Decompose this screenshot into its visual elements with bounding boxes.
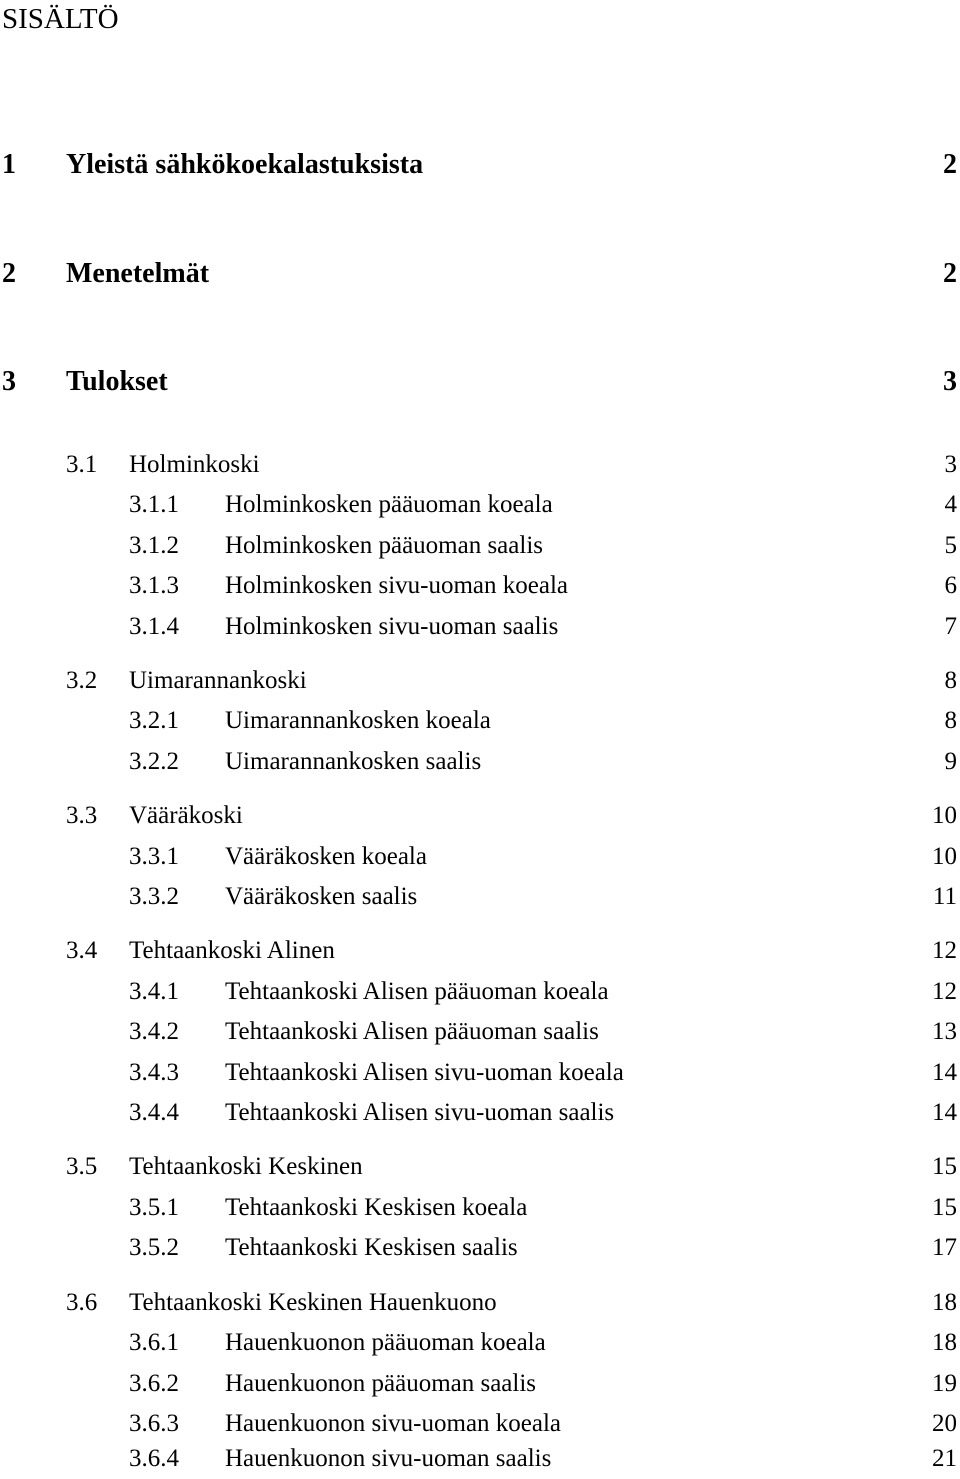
page-title: SISÄLTÖ xyxy=(2,3,119,35)
section-title: Vääräkoski xyxy=(129,802,243,829)
page-number: 15 xyxy=(932,1194,957,1221)
section-title: Tehtaankoski Alisen sivu-uoman saalis xyxy=(225,1099,615,1126)
page-number: 9 xyxy=(944,748,957,775)
row-3-5-2[interactable] xyxy=(0,1228,960,1268)
section-number: 3.6.1 xyxy=(129,1329,179,1356)
page-number: 11 xyxy=(932,883,957,910)
row-3-1[interactable] xyxy=(0,445,960,485)
section-number: 3.5.2 xyxy=(129,1234,179,1261)
section-title: Tehtaankoski Alisen pääuoman saalis xyxy=(225,1018,599,1045)
row-3-4-3[interactable] xyxy=(0,1053,960,1093)
section-number: 3.5.1 xyxy=(129,1194,179,1221)
row-2[interactable] xyxy=(0,254,960,294)
page-number: 6 xyxy=(944,572,957,599)
section-number: 3.4.3 xyxy=(129,1059,179,1086)
row-1[interactable] xyxy=(0,145,960,185)
section-title: Yleistä sähkökoekalastuksista xyxy=(66,149,424,180)
section-number: 3.4.1 xyxy=(129,978,179,1005)
section-title: Holminkoski xyxy=(129,451,260,478)
section-title: Tehtaankoski Keskinen Hauenkuono xyxy=(129,1289,497,1316)
page-number: 2 xyxy=(943,258,957,289)
section-title: Menetelmät xyxy=(66,258,210,289)
page-number: 18 xyxy=(932,1329,957,1356)
page-number: 17 xyxy=(932,1234,957,1261)
row-3-1-4[interactable] xyxy=(0,607,960,647)
section-number: 3 xyxy=(2,366,16,397)
row-3-6[interactable] xyxy=(0,1283,960,1323)
page-number: 12 xyxy=(932,937,957,964)
section-number: 3.1 xyxy=(66,451,98,478)
section-number: 3.1.4 xyxy=(129,613,179,640)
section-title: Hauenkuonon sivu-uoman koeala xyxy=(225,1410,562,1437)
section-number: 2 xyxy=(2,258,16,289)
row-3-2-2[interactable] xyxy=(0,742,960,782)
section-number: 3.3.2 xyxy=(129,883,179,910)
section-title: Uimarannankoski xyxy=(129,667,307,694)
section-number: 1 xyxy=(2,149,16,180)
section-number: 3.6.2 xyxy=(129,1370,179,1397)
page-number: 14 xyxy=(932,1099,957,1126)
section-title: Hauenkuonon pääuoman saalis xyxy=(225,1370,537,1397)
row-3-1-2[interactable] xyxy=(0,526,960,566)
row-3-3-2[interactable] xyxy=(0,877,960,917)
page-number: 8 xyxy=(944,707,957,734)
page-number: 4 xyxy=(944,491,957,518)
page-number: 14 xyxy=(932,1059,957,1086)
page-number: 8 xyxy=(944,667,957,694)
row-3-6-1[interactable] xyxy=(0,1323,960,1363)
section-number: 3.6 xyxy=(66,1289,98,1316)
section-title: Tehtaankoski Keskisen saalis xyxy=(225,1234,518,1261)
row-3-4-4[interactable] xyxy=(0,1093,960,1133)
section-number: 3.3.1 xyxy=(129,843,179,870)
page-number: 12 xyxy=(932,978,957,1005)
row-3-3[interactable] xyxy=(0,796,960,836)
row-3-5[interactable] xyxy=(0,1147,960,1187)
section-title: Hauenkuonon pääuoman koeala xyxy=(225,1329,546,1356)
section-title: Tehtaankoski Alisen pääuoman koeala xyxy=(225,978,609,1005)
section-title: Tulokset xyxy=(66,366,168,397)
page-number: 7 xyxy=(944,613,957,640)
section-title: Hauenkuonon sivu-uoman saalis xyxy=(225,1445,552,1472)
section-title: Tehtaankoski Keskisen koeala xyxy=(225,1194,528,1221)
section-number: 3.3 xyxy=(66,802,98,829)
page-number: 2 xyxy=(943,149,957,180)
page-number: 3 xyxy=(943,366,957,397)
section-number: 3.1.1 xyxy=(129,491,179,518)
page-number: 19 xyxy=(932,1370,957,1397)
section-number: 3.1.3 xyxy=(129,572,179,599)
section-title: Tehtaankoski Alisen sivu-uoman koeala xyxy=(225,1059,624,1086)
row-3-6-2[interactable] xyxy=(0,1364,960,1404)
page-number: 5 xyxy=(944,532,957,559)
row-3-2-1[interactable] xyxy=(0,701,960,741)
section-number: 3.6.3 xyxy=(129,1410,179,1437)
section-title: Tehtaankoski Alinen xyxy=(129,937,335,964)
row-3-4[interactable] xyxy=(0,931,960,971)
section-title: Holminkosken pääuoman saalis xyxy=(225,532,543,559)
row-3[interactable] xyxy=(0,362,960,402)
section-number: 3.4.2 xyxy=(129,1018,179,1045)
page-number: 13 xyxy=(932,1018,957,1045)
section-number: 3.6.4 xyxy=(129,1445,179,1472)
section-title: Holminkosken pääuoman koeala xyxy=(225,491,553,518)
row-3-6-3[interactable] xyxy=(0,1404,960,1444)
row-3-3-1[interactable] xyxy=(0,837,960,877)
section-title: Uimarannankosken saalis xyxy=(225,748,482,775)
section-number: 3.2.1 xyxy=(129,707,179,734)
section-number: 3.1.2 xyxy=(129,532,179,559)
row-3-6-4[interactable] xyxy=(0,1439,960,1479)
section-title: Vääräkosken saalis xyxy=(225,883,418,910)
section-title: Holminkosken sivu-uoman koeala xyxy=(225,572,568,599)
section-title: Uimarannankosken koeala xyxy=(225,707,491,734)
section-title: Vääräkosken koeala xyxy=(225,843,427,870)
page-number: 10 xyxy=(932,843,957,870)
section-number: 3.2 xyxy=(66,667,98,694)
section-number: 3.5 xyxy=(66,1153,98,1180)
page-number: 21 xyxy=(932,1445,957,1472)
page-number: 18 xyxy=(932,1289,957,1316)
page-number: 3 xyxy=(944,451,957,478)
section-number: 3.4 xyxy=(66,937,98,964)
page-number: 10 xyxy=(932,802,957,829)
section-title: Holminkosken sivu-uoman saalis xyxy=(225,613,559,640)
section-number: 3.2.2 xyxy=(129,748,179,775)
row-3-5-1[interactable] xyxy=(0,1188,960,1228)
row-3-1-3[interactable] xyxy=(0,566,960,606)
page-number: 15 xyxy=(932,1153,957,1180)
section-number: 3.4.4 xyxy=(129,1099,179,1126)
row-3-2[interactable] xyxy=(0,661,960,701)
row-3-1-1[interactable] xyxy=(0,485,960,525)
row-3-4-1[interactable] xyxy=(0,972,960,1012)
row-3-4-2[interactable] xyxy=(0,1012,960,1052)
section-title: Tehtaankoski Keskinen xyxy=(129,1153,363,1180)
page-number: 20 xyxy=(932,1410,957,1437)
